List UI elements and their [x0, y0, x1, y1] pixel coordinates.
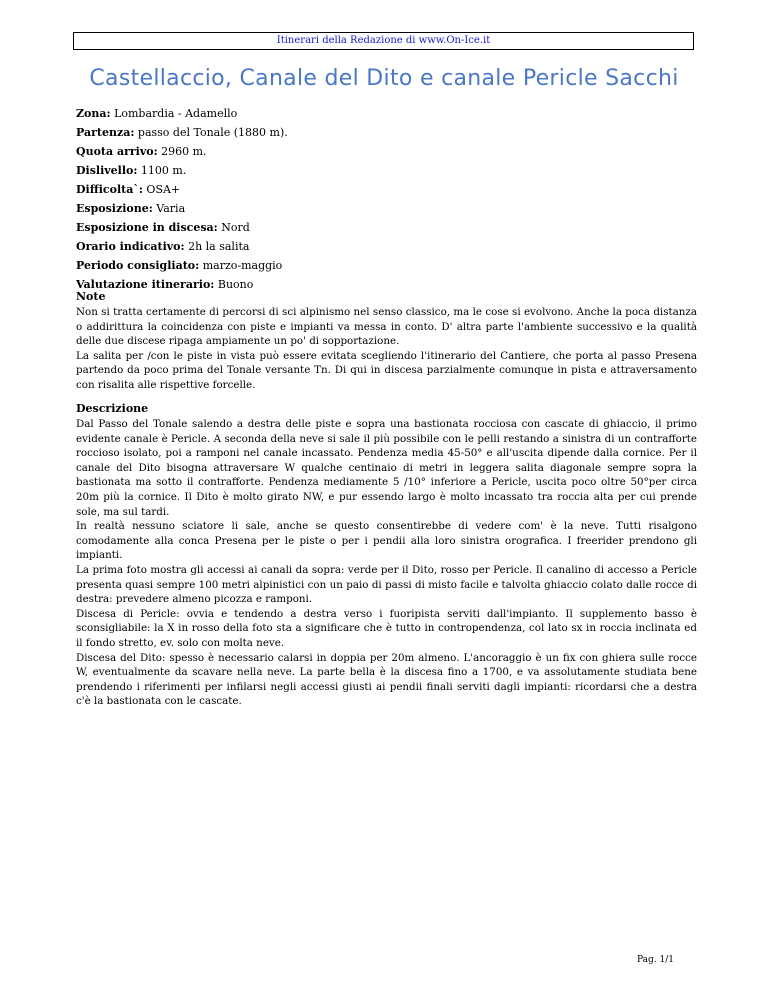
info-label: Difficolta`:: [76, 183, 143, 196]
info-value: 2h la salita: [188, 240, 250, 253]
info-label: Quota arrivo:: [76, 145, 158, 158]
info-row-zona: [76, 104, 696, 123]
info-value: passo del Tonale (1880 m).: [137, 126, 288, 139]
info-row-esposizione: [76, 199, 696, 218]
note-section: [76, 289, 697, 393]
info-value: 1100 m.: [140, 164, 187, 177]
info-row-orario: [76, 237, 696, 256]
info-row-dislivello: [76, 161, 696, 180]
descrizione-paragraph: In realtà nessuno sciatore li sale, anche se questo consentirebbe di vedere com' è la neve. Tutti risalgono comodamente alla conca Presena per le piste o per i pendii alla loro sinistra orografica. I freerider prendono gli impianti.: [76, 520, 697, 562]
note-paragraph: La salita per /con le piste in vista può essere evitata scegliendo l'itinerario del Cantiere, che porta al passo Presena partendo da poco prima del Tonale versante Tn. Di qui in discesa parzialmente comunque in pista e attraversamento con risalita alle rispettive forcelle.: [76, 349, 697, 391]
info-label: Partenza:: [76, 126, 135, 139]
info-value: Varia: [156, 202, 186, 215]
info-label: Esposizione in discesa:: [76, 221, 218, 234]
page-header: [73, 32, 694, 50]
info-value: Lombardia - Adamello: [114, 107, 238, 120]
info-value: marzo-maggio: [202, 259, 283, 272]
info-value: Nord: [221, 221, 250, 234]
header-text: Itinerari della Redazione di www.On-Ice.it: [276, 35, 491, 46]
info-row-difficolta: [76, 180, 696, 199]
info-label: Orario indicativo:: [76, 240, 185, 253]
info-row-periodo: [76, 256, 696, 275]
descrizione-paragraph: Dal Passo del Tonale salendo a destra delle piste e sopra una bastionata rocciosa con cascate di ghiaccio, il primo evidente canale è Pericle. A seconda della neve si sale il più possibile con le pelli restando a sinistra di un contrafforte roccioso isolato, poi a ramponi nel canale incassato. Pendenza media 45-50° e all'uscita dipende dalla cornice. Per il canale del Dito bisogna attraversare W qualche centinaio di metri in leggera salita diagonale sempre sopra la bastionata ma sotto il contrafforte. Pendenza mediamente 5 /10° inferiore a Pericle, uscita poco oltre 50°per circa 20m più la cornice. Il Dito è molto girato NW, e pur essendo largo è molto incassato tra roccia alta per cui prende sole, ma sul tardi.: [76, 418, 697, 518]
info-value: Buono: [217, 278, 254, 291]
info-list: [76, 104, 696, 294]
page-title: Castellaccio, Canale del Dito e canale Pericle Sacchi: [89, 66, 679, 91]
info-row-esposizione-discesa: [76, 218, 696, 237]
info-label: Dislivello:: [76, 164, 138, 177]
note-heading: Note: [76, 290, 106, 303]
note-paragraph: Non si tratta certamente di percorsi di sci alpinismo nel senso classico, ma le cose si evolvono. Anche la poca distanza o addirittura la coincidenza con piste e impianti va messa in conto. D' altra parte l'ambiente successivo e la qualità delle due discese ripaga ampiamente un po' di sopportazione.: [76, 306, 697, 348]
info-label: Periodo consigliato:: [76, 259, 200, 272]
info-label: Esposizione:: [76, 202, 153, 215]
info-label: Valutazione itinerario:: [76, 278, 215, 291]
descrizione-paragraph: La prima foto mostra gli accessi ai canali da sopra: verde per il Dito, rosso per Pericle. Il canalino di accesso a Pericle presenta quasi sempre 100 metri alpinistici con un paio di passi di misto facile e talvolta ghiaccio colato dalle rocce di destra: prevedere almeno picozza e ramponi.: [76, 563, 697, 606]
descrizione-paragraph: Discesa del Dito: spesso è necessario calarsi in doppia per 20m almeno. L'ancoraggio è un fix con ghiera sulle rocce W, eventualmente da scavare nella neve. La parte bella è la discesa fino a 1700, e va assolutamente studiata bene prendendo i riferimenti per infilarsi negli accessi giusti ai pendii finali serviti dagli impianti: ricordarsi che a destra c'è la bastionata con le cascate.: [76, 651, 697, 708]
info-row-quota-arrivo: [76, 142, 696, 161]
descrizione-heading: Descrizione: [76, 402, 149, 415]
info-label: Zona:: [76, 107, 111, 120]
descrizione-paragraph: Discesa di Pericle: ovvia e tendendo a destra verso i fuoripista serviti dall'impianto. Il supplemento basso è sconsigliabile: la X in rosso della foto sta a significare che è tutto in contropendenza, col lato sx in roccia inclinata ed il fondo stretto, ev. solo con molta neve.: [76, 607, 697, 649]
info-row-partenza: [76, 123, 696, 142]
descrizione-section: [76, 401, 697, 709]
info-value: 2960 m.: [161, 145, 207, 158]
info-value: OSA+: [146, 183, 181, 196]
page-number: Pag. 1/1: [637, 955, 674, 965]
